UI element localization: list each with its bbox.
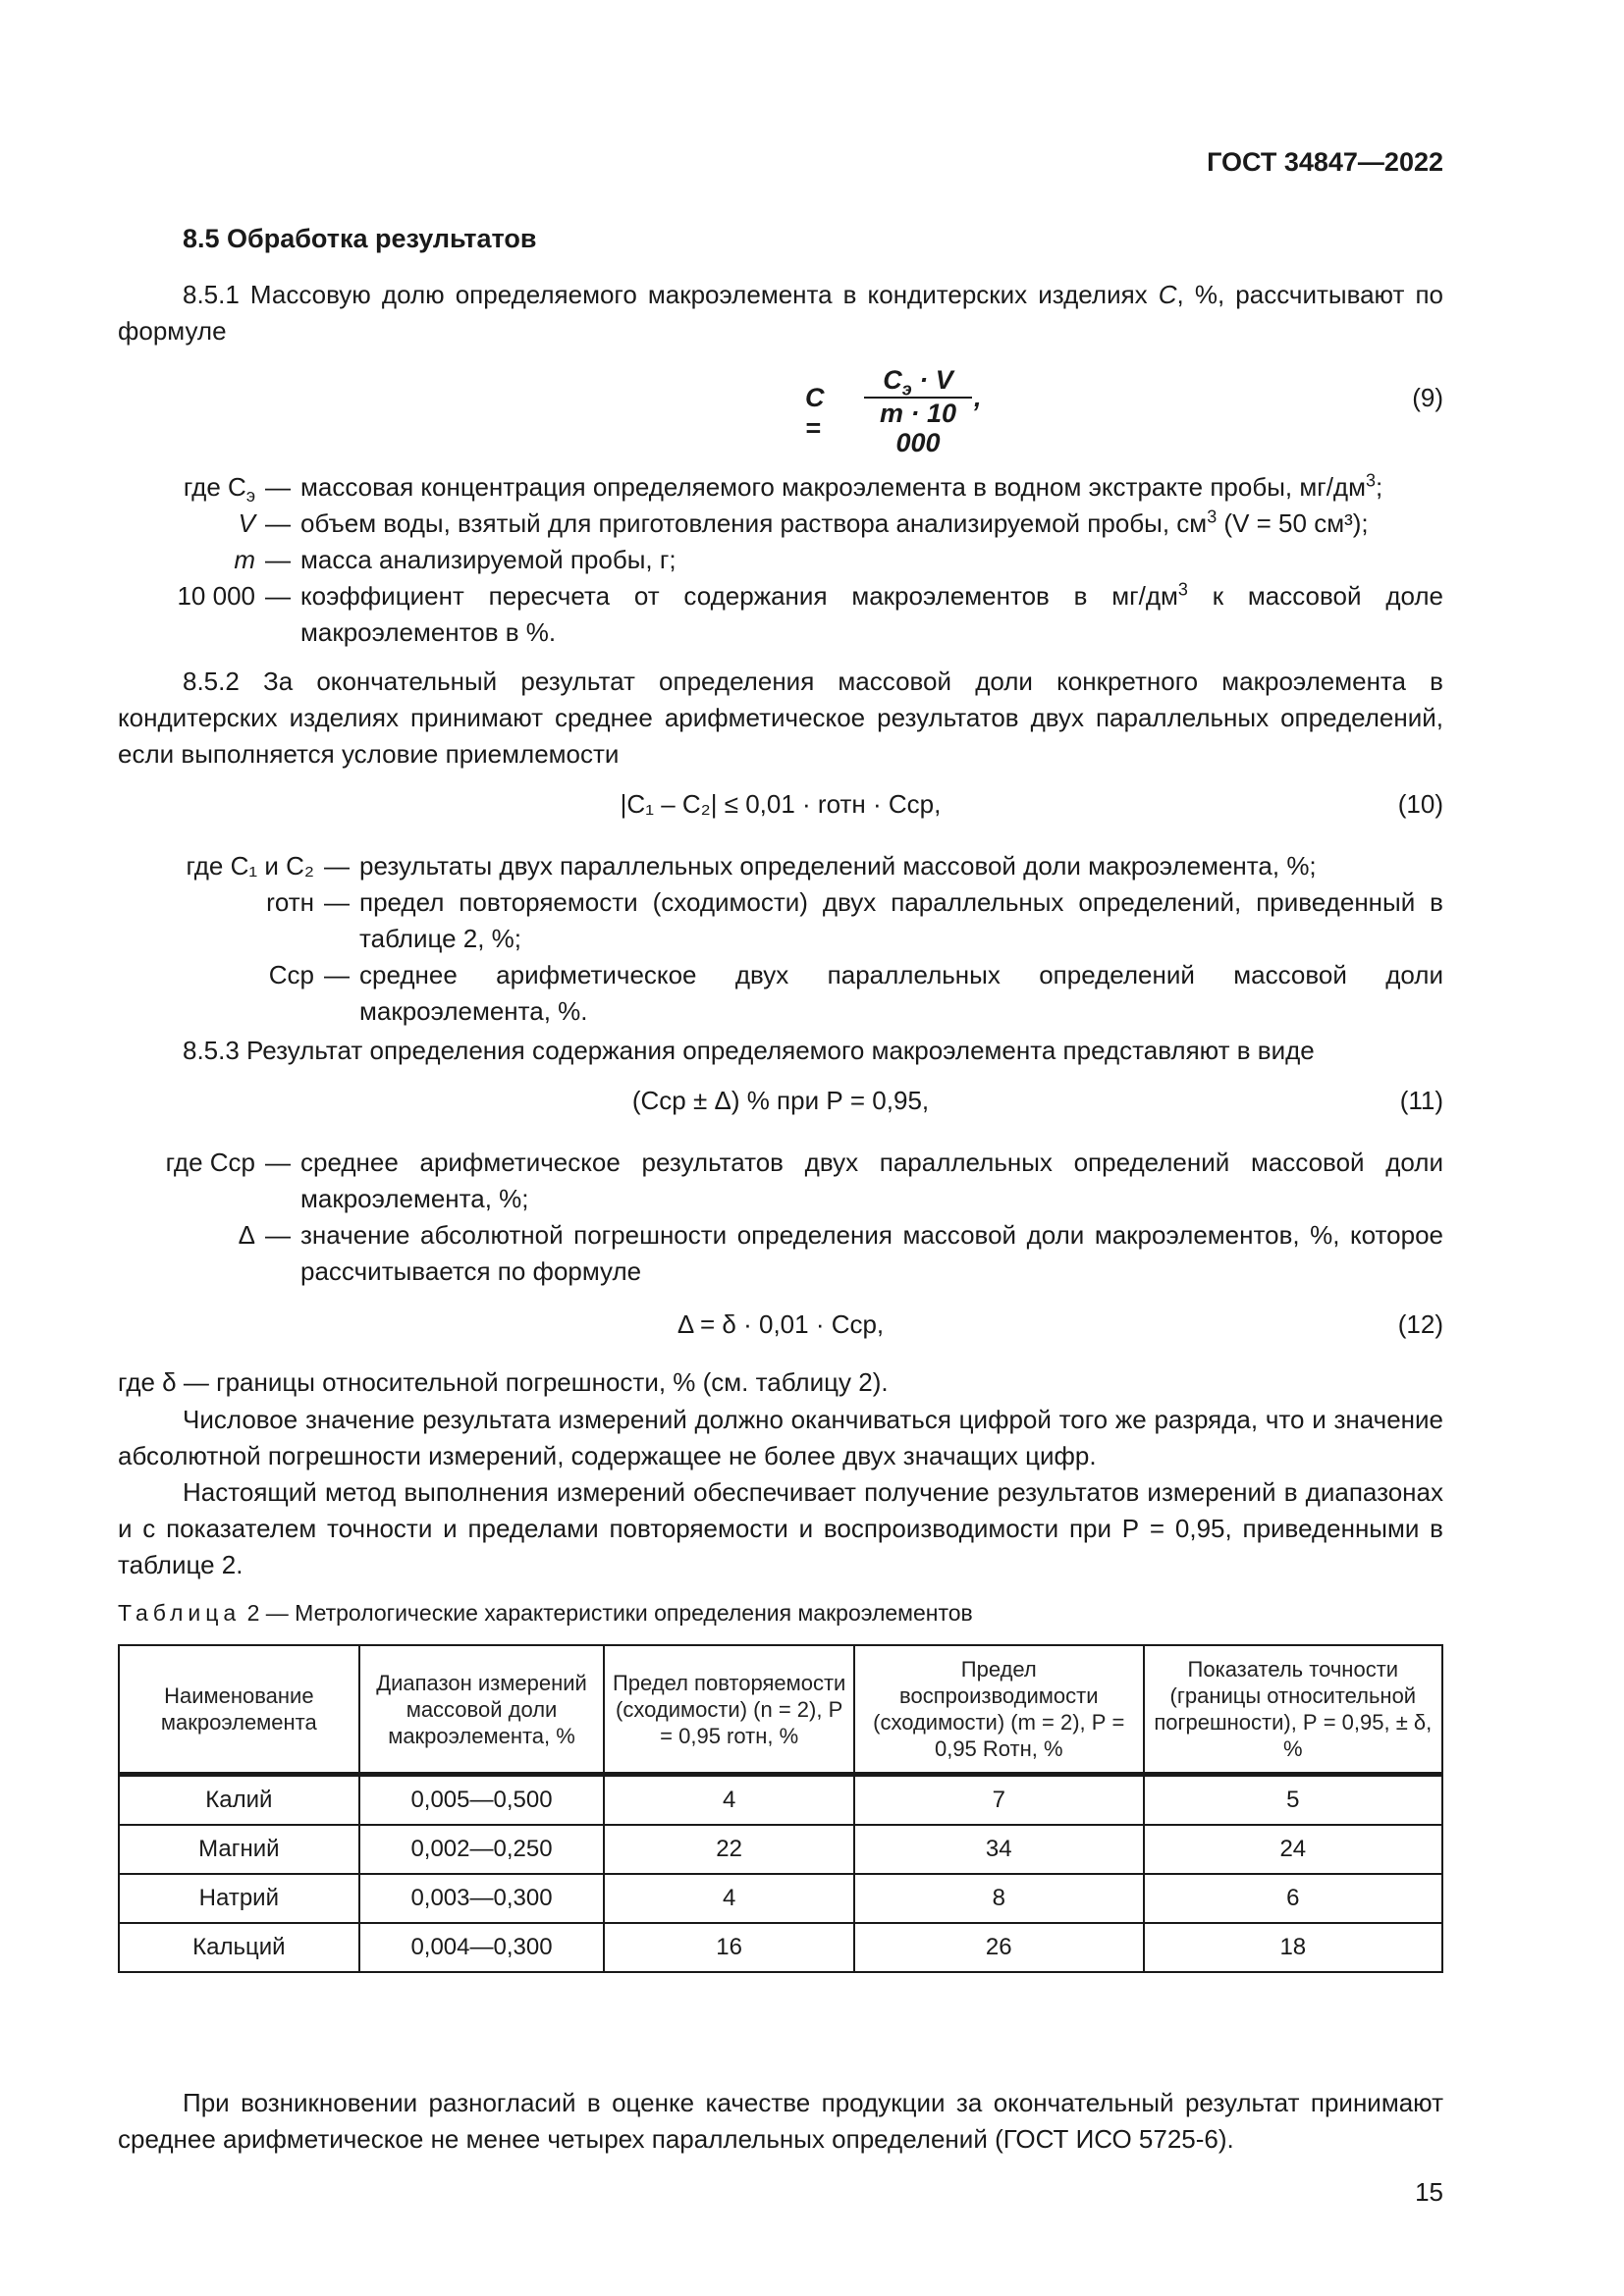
column-header: Наименование макроэлемента — [119, 1645, 359, 1775]
column-header: Показатель точности (границы относительной погрешности), Р = 0,95, ± δ, % — [1144, 1645, 1442, 1775]
equation-number-10: (10) — [1397, 789, 1443, 819]
section-heading: 8.5 Обработка результатов — [183, 224, 537, 253]
page-number: 15 — [1415, 2177, 1443, 2207]
metrological-table — [118, 1644, 1443, 1973]
formula-9-numerator: $С_э \cdot V$ — [864, 365, 972, 399]
paragraph-8-5-2: 8.5.2 За окончательный результат определения массовой доли конкретного макроэлемента в кондитерских изделиях принимают среднее арифметическое результатов двух параллельных определений, если выполняется условие приемлемости — [118, 667, 1443, 769]
paragraph-rounding: Числовое значение результата измерений должно оканчиваться цифрой того же разряда, что и значение абсолютной погрешности измерений, содержащее не более двух значащих цифр. — [118, 1405, 1443, 1470]
equation-number-11: (11) — [1399, 1086, 1443, 1115]
standard-number: ГОСТ 34847—2022 — [1207, 147, 1443, 177]
table-row: Калий 0,005—0,500 4 7 5 — [119, 1775, 1442, 1826]
where-item: V — объем воды, взятый для приготовления раствора анализируемой пробы, $см^3$ (V = 50 см³); — [238, 507, 1369, 538]
paragraph-dispute: При возникновении разногласий в оценке качестве продукции за окончательный результат принимают среднее арифметическое не менее четырех параллельных определений (ГОСТ ИСО 5725-6). — [118, 2088, 1443, 2154]
formula-9: С = $С_э \cdot V$ m · 10 000 , (9) — [805, 365, 1443, 457]
equation-number-12: (12) — [1397, 1309, 1443, 1339]
column-header: Предел повторяемости (сходимости) (n = 2), Р = 0,95 rотн, % — [604, 1645, 854, 1775]
where-delta: где δ — границы относительной погрешности, % (см. таблицу 2). — [118, 1367, 889, 1397]
where-item: m — масса анализируемой пробы, г; — [234, 545, 677, 574]
paragraph-8-5-3: 8.5.3 Результат определения содержания определяемого макроэлемента представляют в виде — [183, 1036, 1315, 1065]
where-item: где С₁ и С₂ — результаты двух параллельных определений массовой доли макроэлемента, %; — [186, 851, 1317, 881]
table-row: Кальций 0,004—0,300 16 26 18 — [119, 1923, 1442, 1972]
where-list-10 — [118, 848, 1443, 1030]
where-item: Сср — среднее арифметическое двух параллельных определений массовой доли макроэлемента, %. — [268, 960, 1443, 1026]
where-list-9 — [118, 469, 1443, 651]
where-item: где Сср — среднее арифметическое результатов двух параллельных определений массовой доли макроэлемента, %; — [165, 1148, 1443, 1213]
table-header-row — [119, 1645, 1442, 1775]
table-row: Магний 0,002—0,250 22 34 24 — [119, 1825, 1442, 1874]
where-item: rотн — предел повторяемости (сходимости) двух параллельных определений, приведенный в таблице 2, %; — [266, 887, 1443, 953]
paragraph-method: Настоящий метод выполнения измерений обеспечивает получение результатов измерений в диапазонах и с показателем точности и пределами повторяемости и воспроизводимости при Р = 0,95, приведенными в таблице 2. — [118, 1477, 1443, 1579]
where-item: 10 000 — коэффициент пересчета от содержания макроэлементов в $мг/дм^3$ к массовой доле макроэлементов в %. — [177, 579, 1444, 647]
formula-9-denominator: m · 10 000 — [879, 399, 957, 457]
equation-number-9: (9) — [1412, 383, 1443, 412]
formula-10: |C₁ – C₂| ≤ 0,01 · rотн · Сср, (10) — [620, 789, 1443, 819]
formula-11: (Сср ± Δ) % при Р = 0,95, (11) — [631, 1086, 1443, 1115]
table-caption: Таблица 2 — Метрологические характеристики определения макроэлементов — [118, 1600, 973, 1626]
paragraph-8-5-1: 8.5.1 Массовую долю определяемого макроэлемента в кондитерских изделиях С, %, рассчитывают по формуле — [118, 280, 1444, 346]
column-header: Диапазон измерений массовой доли макроэлемента, % — [359, 1645, 605, 1775]
table-row: Натрий 0,003—0,300 4 8 6 — [119, 1874, 1442, 1923]
where-item: где $С_э$ — массовая концентрация определяемого макроэлемента в водном экстракте пробы, $мг/дм^3$; — [183, 470, 1383, 507]
where-list-11 — [118, 1145, 1443, 1290]
formula-12: Δ = δ · 0,01 · Сср, (12) — [677, 1309, 1443, 1339]
column-header: Предел воспроизводимости (сходимости) (m = 2), Р = 0,95 Rотн, % — [854, 1645, 1144, 1775]
where-item: Δ — значение абсолютной погрешности определения массовой доли макроэлементов, %, которое рассчитывается по формуле — [238, 1220, 1443, 1286]
